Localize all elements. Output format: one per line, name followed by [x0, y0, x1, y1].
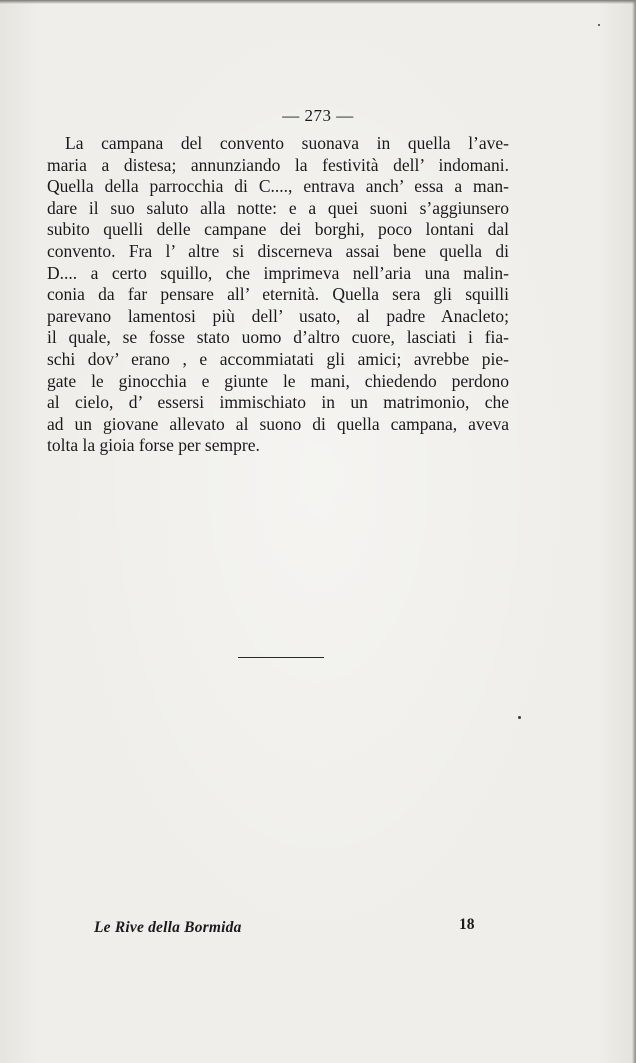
section-divider	[238, 657, 324, 658]
text-line: tolta la gioia forse per sempre.	[47, 435, 260, 456]
text-line: ad un giovane allevato al suono di quella campana, aveva	[47, 413, 509, 434]
text-line: Quella della parrocchia di C...., entrava anch’ essa a man-	[47, 176, 509, 197]
page-right-edge	[632, 0, 636, 1063]
footer-book-title: Le Rive della Bormida	[94, 919, 242, 936]
text-line: subito quelli delle campane dei borghi, poco lontani dal	[47, 219, 509, 240]
text-line: parevano lamentosi più dell’ usato, al padre Anacleto;	[47, 305, 509, 326]
page-number: — 273 —	[282, 106, 354, 125]
text-line: schi dov’ erano , e accommiatati gli amici; avrebbe pie-	[47, 348, 509, 369]
text-line: gate le ginocchia e giunte le mani, chiedendo perdono	[47, 370, 509, 391]
text-line: convento. Fra l’ altre si discerneva assai bene quella di	[47, 240, 509, 261]
text-line: maria a distesa; annunziando la festività dell’ indomani.	[47, 154, 509, 175]
text-line: D.... a certo squillo, che imprimeva nell’aria una malin-	[47, 262, 509, 283]
page-top-edge	[0, 0, 636, 4]
body-paragraph	[47, 133, 509, 457]
text-line: il quale, se fosse stato uomo d’altro cuore, lasciati i fia-	[47, 327, 509, 348]
ink-speck	[598, 24, 600, 26]
text-line: conia da far pensare all’ eternità. Quella sera gli squilli	[47, 284, 509, 305]
signature-mark: 18	[459, 916, 475, 933]
text-line: dare il suo saluto alla notte: e a quei suoni s’aggiunsero	[47, 197, 509, 218]
ink-speck	[518, 716, 521, 719]
text-line: La campana del convento suonava in quella l’ave-	[65, 133, 509, 153]
text-line: al cielo, d’ essersi immischiato in un matrimonio, che	[47, 392, 509, 413]
